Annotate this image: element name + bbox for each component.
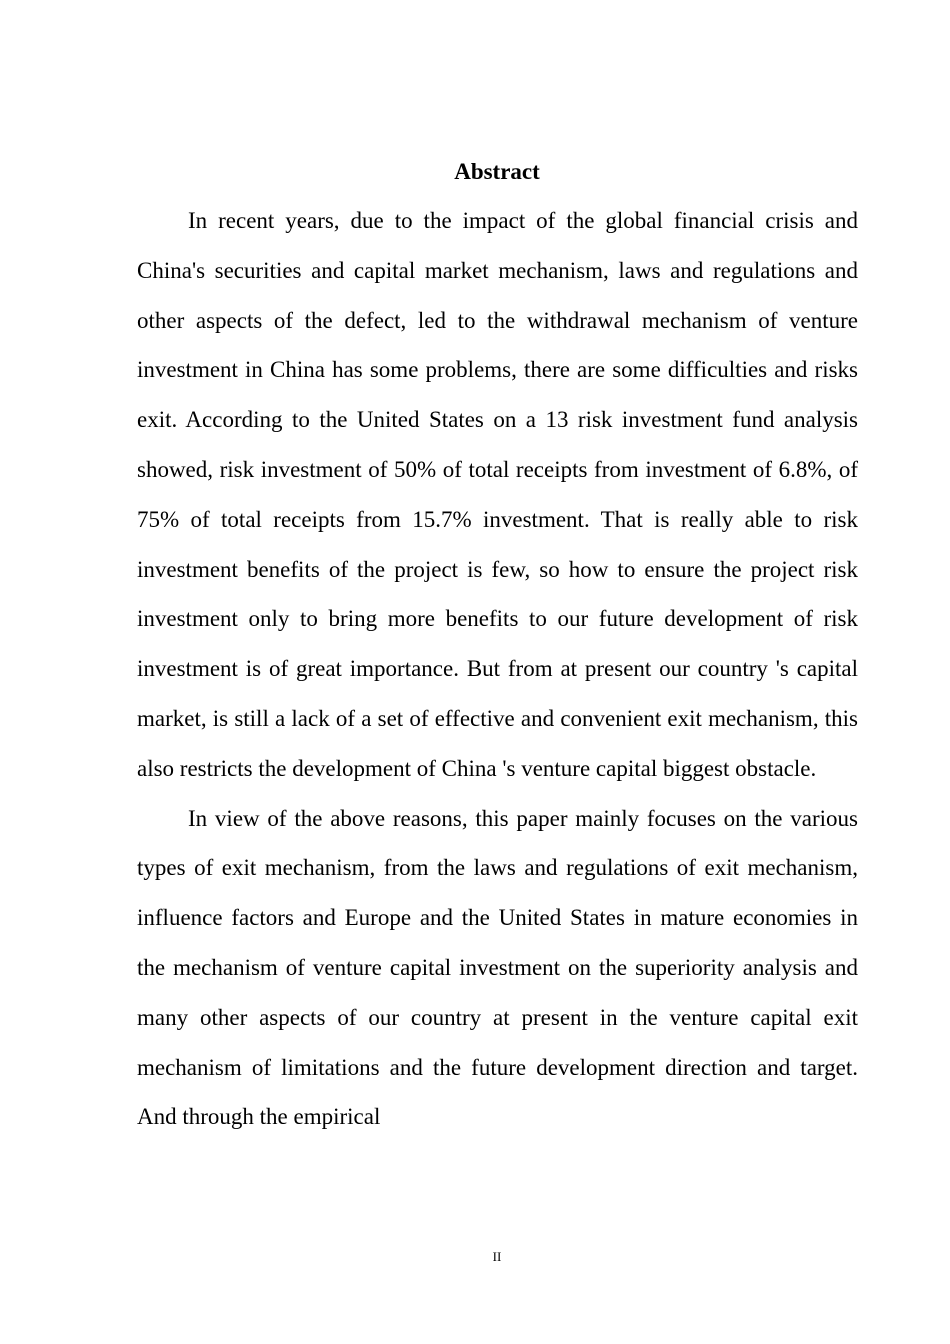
- abstract-title: Abstract: [454, 159, 540, 184]
- abstract-paragraph-1: In recent years, due to the impact of the global financial crisis and China's securities and capital market mechanism, laws and regulations and other aspects of the defect, led to the withdrawal mechanism of venture investment in China has some problems, there are some difficulties and risks exit. According to the United States on a 13 risk investment fund analysis showed, risk investment of 50% of total receipts from investment of 6.8%, of 75% of total receipts from 15.7% investment. That is really able to risk investment benefits of the project is few, so how to ensure the project risk investment only to bring more benefits to our future development of risk investment is of great importance. But from at present our country 's capital market, is still a lack of a set of effective and convenient exit mechanism, this also restricts the development of China 's venture capital biggest obstacle.: [137, 208, 858, 781]
- page-number: II: [492, 1249, 502, 1264]
- abstract-paragraph-2: In view of the above reasons, this paper mainly focuses on the various types of exit mechanism, from the laws and regulations of exit mechanism, influence factors and Europe and the United States in mature economies in the mechanism of venture capital investment on the superiority analysis and many other aspects of our country at present in the venture capital exit mechanism of limitations and the future development direction and target. And through the empirical: [137, 805, 858, 1130]
- abstract-body: [137, 196, 858, 1142]
